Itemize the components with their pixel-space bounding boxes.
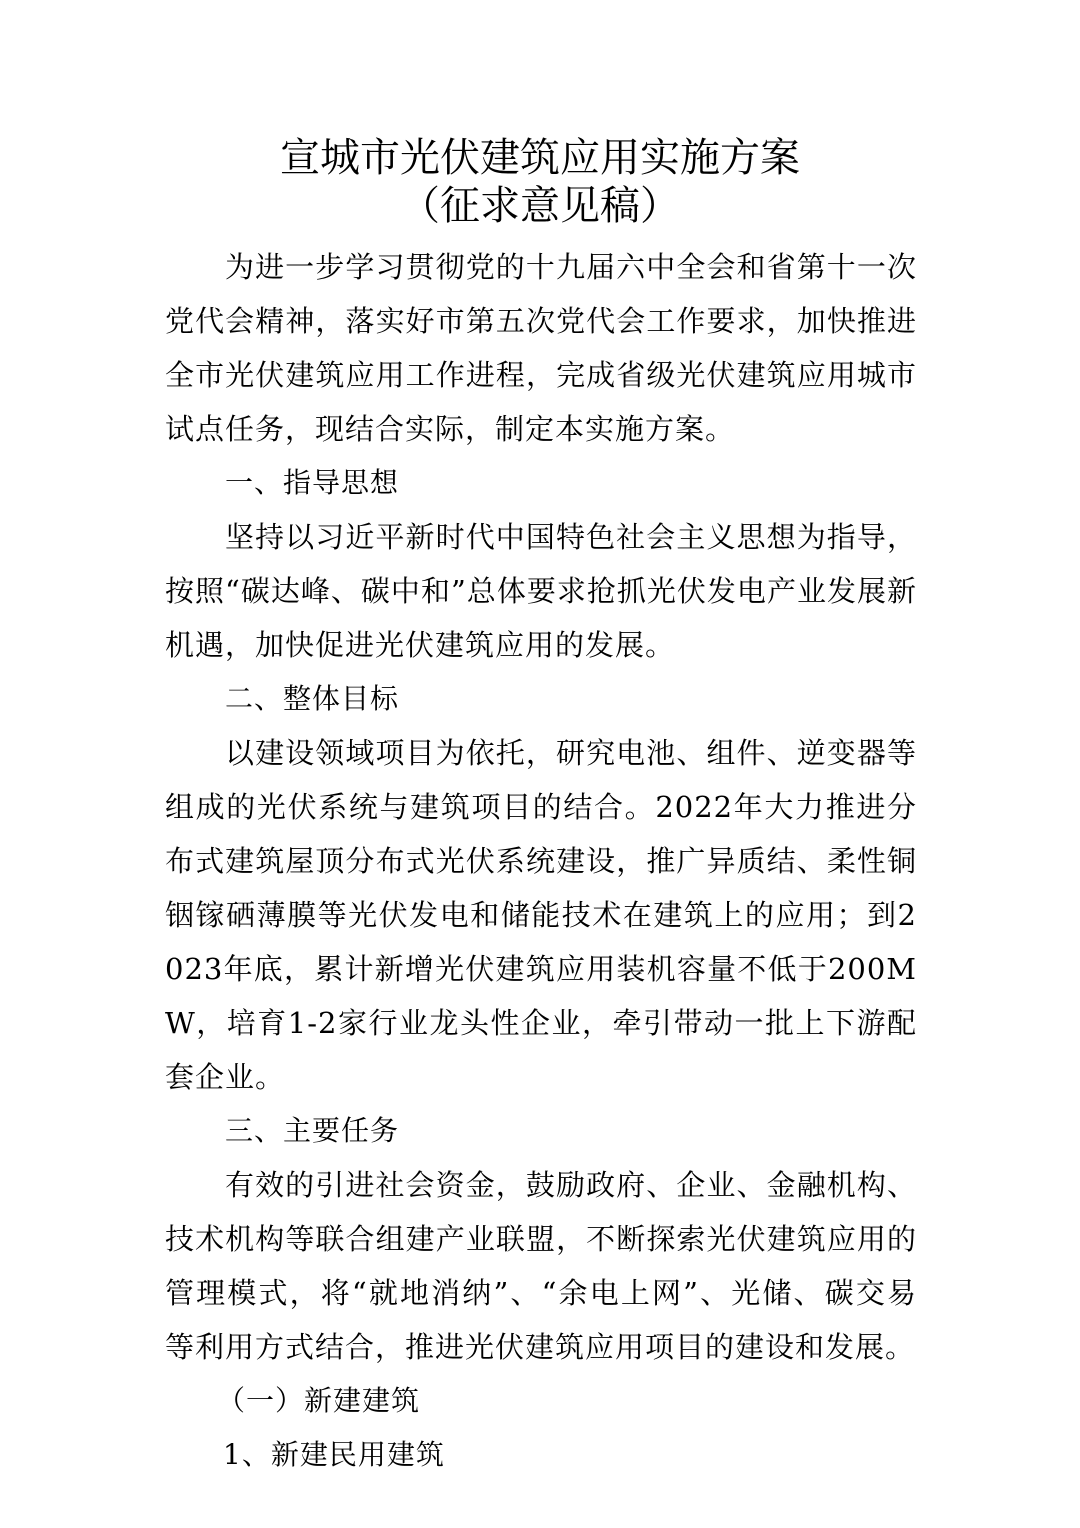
document-title: 宣城市光伏建筑应用实施方案 (280, 135, 800, 181)
section-heading-guiding-ideology: 一、指导思想 (225, 466, 400, 499)
document-body (165, 240, 917, 1482)
section-body-guiding-ideology: 坚持以习近平新时代中国特色社会主义思想为指导，按照“碳达峰、碳中和”总体要求抢抓光伏发电产业发展新机遇，加快促进光伏建筑应用的发展。 (165, 520, 917, 662)
item-heading-new-civil-buildings: 1、新建民用建筑 (223, 1438, 445, 1471)
subsection-heading-new-buildings: （一）新建建筑 (217, 1384, 421, 1417)
section-body-overall-goal: 以建设领域项目为依托，研究电池、组件、逆变器等组成的光伏系统与建筑项目的结合。2022年大力推进分布式建筑屋顶分布式光伏系统建设，推广异质结、柔性铜铟镓硒薄膜等光伏发电和储能技术在建筑上的应用；到2023年底，累计新增光伏建筑应用装机容量不低于200MW，培育1-2家行业龙头性企业，牵引带动一批上下游配套企业。 (165, 736, 917, 1094)
intro-paragraph: 为进一步学习贯彻党的十九届六中全会和省第十一次党代会精神，落实好市第五次党代会工作要求，加快推进全市光伏建筑应用工作进程，完成省级光伏建筑应用城市试点任务，现结合实际，制定本实施方案。 (165, 250, 917, 446)
document-subtitle: （征求意见稿） (400, 183, 680, 229)
section-heading-overall-goal: 二、整体目标 (225, 682, 400, 715)
section-body-main-tasks: 有效的引进社会资金，鼓励政府、企业、金融机构、技术机构等联合组建产业联盟，不断探索光伏建筑应用的管理模式，将“就地消纳”、“余电上网”、光储、碳交易等利用方式结合，推进光伏建筑应用项目的建设和发展。 (165, 1168, 917, 1364)
section-heading-main-tasks: 三、主要任务 (225, 1114, 400, 1147)
